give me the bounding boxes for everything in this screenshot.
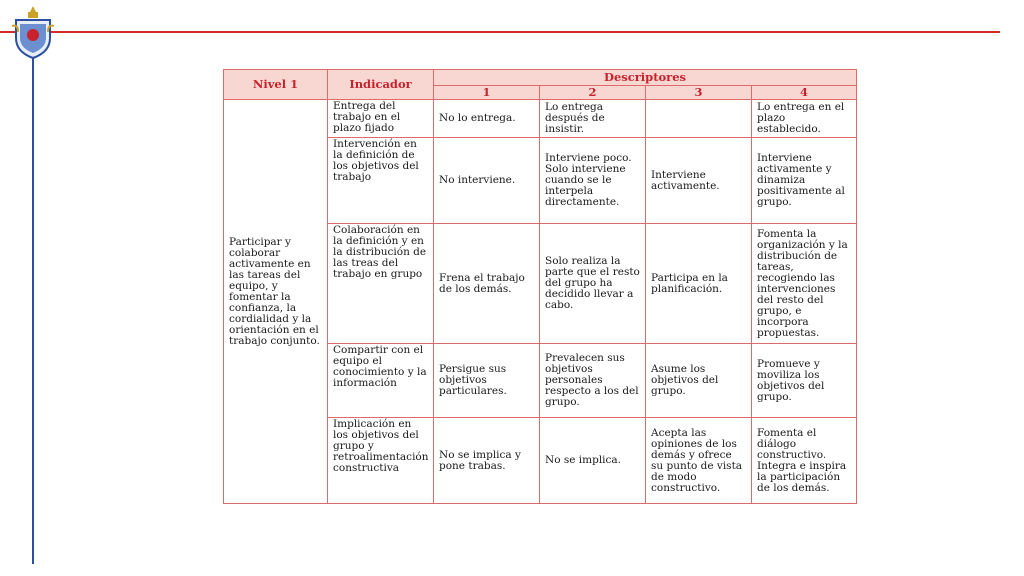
descriptor-cell: Promueve y moviliza los objetivos del grupo. [752, 344, 857, 418]
descriptor-cell [646, 100, 752, 138]
header-level-3: 3 [646, 86, 752, 100]
header-descriptores: Descriptores [434, 70, 857, 86]
header-nivel: Nivel 1 [224, 70, 328, 100]
descriptor-cell: Participa en la planificación. [646, 224, 752, 344]
descriptor-cell: Solo realiza la parte que el resto del grupo ha decidido llevar a cabo. [540, 224, 646, 344]
table-row [224, 100, 857, 138]
descriptor-cell: Fomenta la organización y la distribución de tareas, recogiendo las intervenciones del resto del grupo, e incorpora propuestas. [752, 224, 857, 344]
descriptor-cell: Persigue sus objetivos particulares. [434, 344, 540, 418]
descriptor-cell: Interviene activamente y dinamiza positivamente al grupo. [752, 138, 857, 224]
descriptor-cell: No se implica. [540, 418, 646, 504]
indicator-cell: Colaboración en la definición y en la distribución de las treas del trabajo en grupo [328, 224, 434, 344]
margin-rule-blue [32, 40, 34, 564]
indicator-cell: Implicación en los objetivos del grupo y retroalimentación constructiva [328, 418, 434, 504]
crest-logo-icon [10, 4, 56, 60]
descriptor-cell: Interviene activamente. [646, 138, 752, 224]
header-indicador: Indicador [328, 70, 434, 100]
indicator-cell: Intervención en la definición de los objetivos del trabajo [328, 138, 434, 224]
descriptor-cell: Lo entrega después de insistir. [540, 100, 646, 138]
header-level-1: 1 [434, 86, 540, 100]
header-rule-red [0, 31, 1000, 33]
descriptor-cell: Lo entrega en el plazo establecido. [752, 100, 857, 138]
rubric-table [223, 69, 857, 504]
descriptor-cell: Frena el trabajo de los demás. [434, 224, 540, 344]
descriptor-cell: No se implica y pone trabas. [434, 418, 540, 504]
descriptor-cell: No interviene. [434, 138, 540, 224]
header-level-4: 4 [752, 86, 857, 100]
descriptor-cell: Asume los objetivos del grupo. [646, 344, 752, 418]
indicator-cell: Compartir con el equipo el conocimiento y la información [328, 344, 434, 418]
header-level-2: 2 [540, 86, 646, 100]
descriptor-cell: No lo entrega. [434, 100, 540, 138]
nivel-description: Participar y colaborar activamente en las tareas del equipo, y fomentar la confianza, la cordialidad y la orientación en el trabajo conjunto. [224, 100, 328, 504]
descriptor-cell: Interviene poco. Solo interviene cuando se le interpela directamente. [540, 138, 646, 224]
indicator-cell: Entrega del trabajo en el plazo fijado [328, 100, 434, 138]
descriptor-cell: Prevalecen sus objetivos personales respecto a los del grupo. [540, 344, 646, 418]
descriptor-cell: Acepta las opiniones de los demás y ofrece su punto de vista de modo constructivo. [646, 418, 752, 504]
descriptor-cell: Fomenta el diálogo constructivo. Integra e inspira la participación de los demás. [752, 418, 857, 504]
